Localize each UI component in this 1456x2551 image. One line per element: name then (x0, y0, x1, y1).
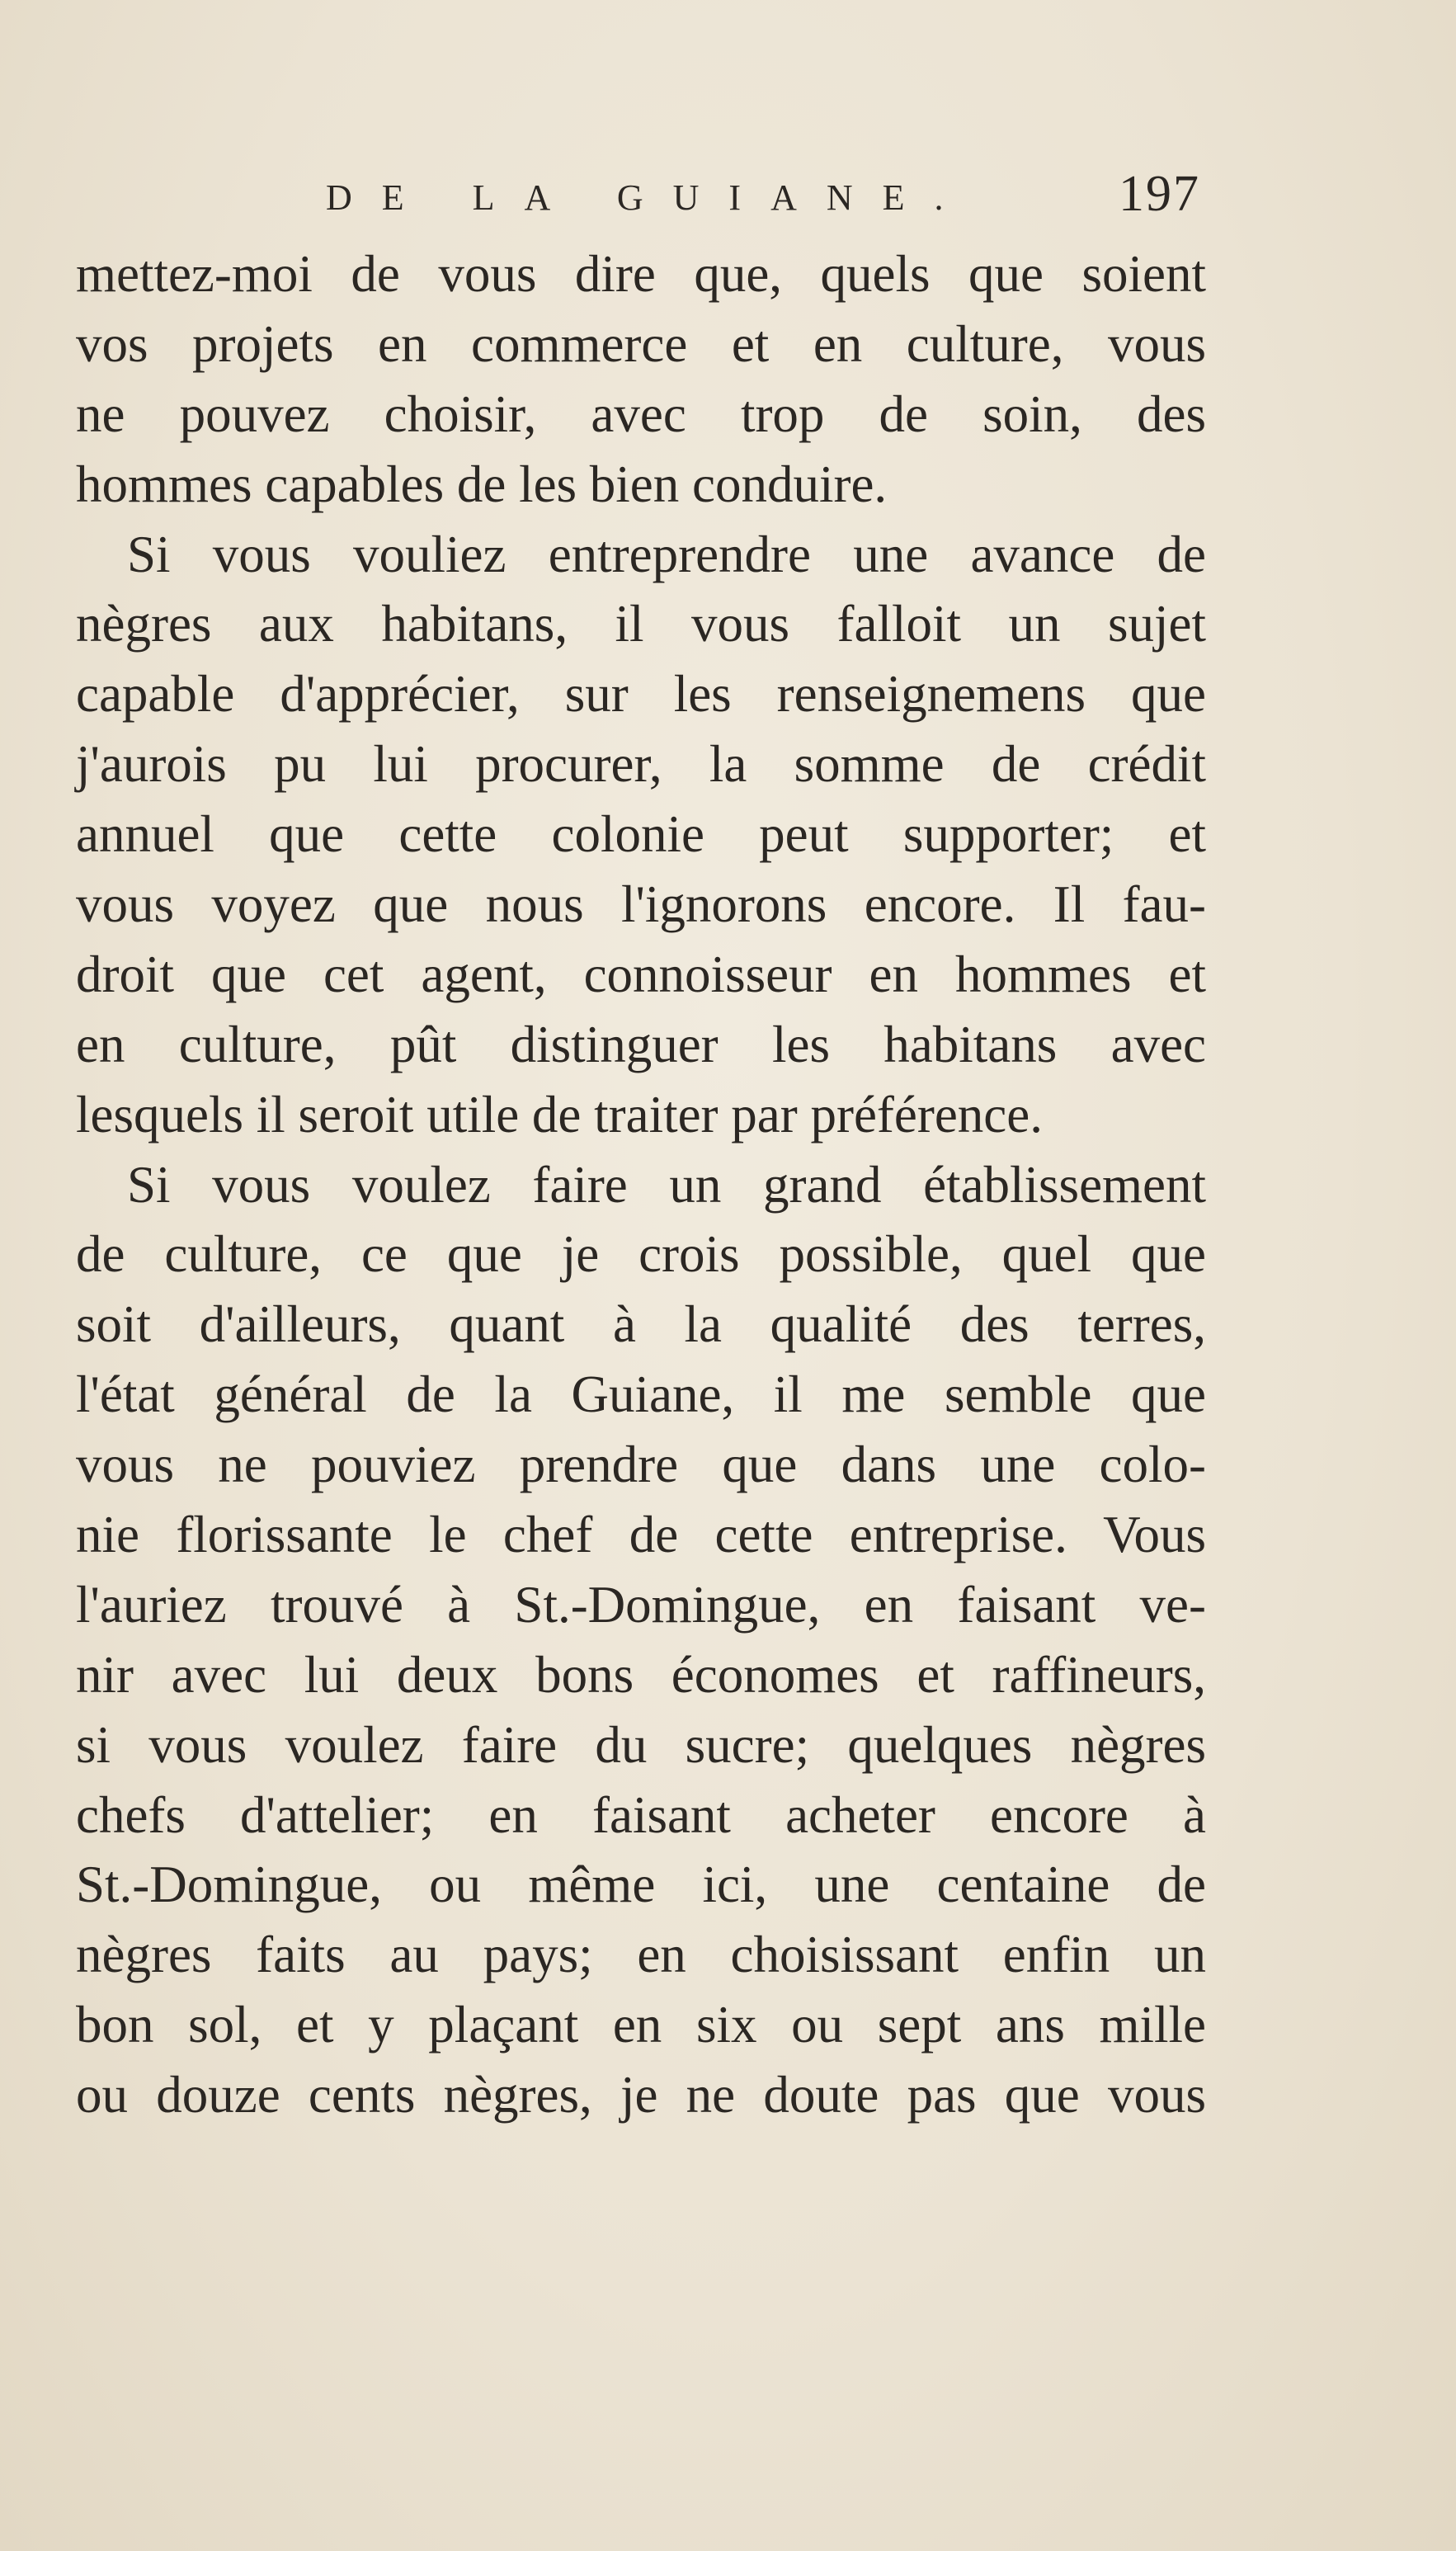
text-line: ne pouvez choisir, avec trop de soin, des (76, 384, 1206, 443)
text-line: soit d'ailleurs, quant à la qualité des terres, (76, 1295, 1206, 1354)
text-line: nir avec lui deux bons économes et raffineurs, (76, 1645, 1206, 1704)
text-line: j'aurois pu lui procurer, la somme de crédit (76, 735, 1206, 794)
text-line: St.-Domingue, ou même ici, une centaine de (76, 1855, 1206, 1914)
text-line: annuel que cette colonie peut supporter; et (76, 805, 1206, 864)
text-line: nègres aux habitans, il vous falloit un sujet (76, 595, 1206, 653)
text-line: chefs d'attelier; en faisant acheter encore à (76, 1785, 1206, 1844)
paragraph-start-line: Si vous voulez faire un grand établissement (127, 1155, 1206, 1214)
body-text (76, 239, 1206, 2130)
page-header (326, 162, 1200, 236)
page-number: 197 (1119, 166, 1200, 222)
text-line: capable d'apprécier, sur les renseignemens que (76, 665, 1206, 724)
text-line: vous voyez que nous l'ignorons encore. Il fau- (76, 875, 1206, 934)
running-title: DE LA GUIANE. (326, 177, 973, 218)
text-line: hommes capables de les bien conduire. (76, 455, 888, 513)
text-line: ou douze cents nègres, je ne doute pas que vous (76, 2066, 1206, 2124)
text-line: de culture, ce que je crois possible, quel que (76, 1225, 1206, 1284)
text-line: nie florissante le chef de cette entreprise. Vous (76, 1506, 1206, 1564)
text-line: si vous voulez faire du sucre; quelques nègres (76, 1715, 1206, 1774)
text-line: mettez-moi de vous dire que, quels que soient (76, 245, 1206, 303)
text-line: bon sol, et y plaçant en six ou sept ans mille (76, 1996, 1206, 2054)
text-line: vous ne pouviez prendre que dans une colo- (76, 1436, 1206, 1494)
text-line: nègres faits au pays; en choisissant enfin un (76, 1926, 1206, 1984)
text-line: droit que cet agent, connoisseur en hommes et (76, 945, 1206, 1003)
text-line: l'auriez trouvé à St.-Domingue, en faisant ve- (76, 1575, 1206, 1634)
paragraph-start-line: Si vous vouliez entreprendre une avance de (127, 525, 1206, 583)
text-line: l'état général de la Guiane, il me semble que (76, 1365, 1206, 1424)
text-line: en culture, pût distinguer les habitans avec (76, 1015, 1206, 1073)
text-line: lesquels il seroit utile de traiter par préférence. (76, 1085, 1043, 1143)
text-line: vos projets en commerce et en culture, vous (76, 314, 1206, 373)
